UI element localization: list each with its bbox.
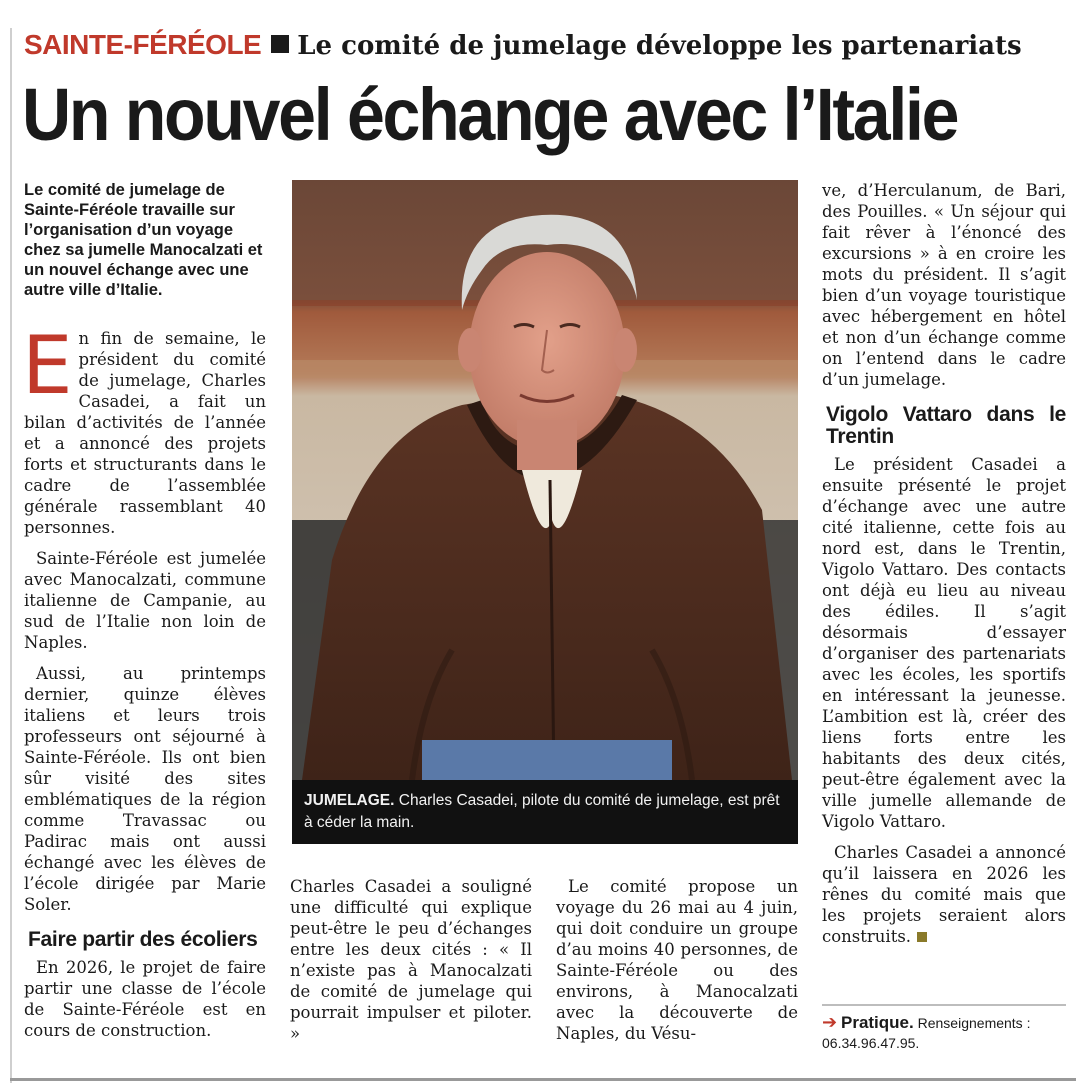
pratique-text: Renseignements : 06.34.96.47.95. [822, 1015, 1031, 1051]
dropcap: E [22, 319, 73, 412]
kicker [24, 28, 1022, 63]
paragraph: En 2026, le projet de faire partir une classe de l’école de Sainte-Féréole est en cours de construction. [24, 958, 266, 1040]
kicker-subtitle: Le comité de jumelage développe les partenariats [297, 31, 1022, 61]
left-column-rule [10, 28, 12, 1083]
paragraph: Le président Casadei a ensuite présenté le projet d’échange avec une autre cité italienne, cette fois au nord est, dans le Trentin, Vigolo Vattaro. Des contacts ont déjà eu lieu au niveau des édiles. Il s’agit désormais d’essayer d’organiser des partenariats avec les écoles, les sportifs en intéressant la jeunesse. L’ambition est là, créer des liens forts entre les habitants des deux cités, peut-être également avec la ville jumelle allemande de Vigolo Vattaro. [822, 455, 1066, 831]
paragraph: Le comité propose un voyage du 26 mai au 4 juin, qui doit conduire un groupe d’au moins 40 personnes, de Sainte-Féréole ou des environs, à Manocalzati avec la découverte de Naples, du Vésu- [556, 877, 798, 1043]
headline: Un nouvel échange avec l’Italie [22, 73, 958, 156]
bottom-rule [10, 1078, 1076, 1081]
caption-label: JUMELAGE. [304, 792, 395, 809]
kicker-location: SAINTE-FÉRÉOLE [24, 29, 262, 60]
photo-caption [292, 780, 798, 844]
caption-text: Charles Casadei, pilote du comité de jumelage, est prêt à céder la main. [304, 792, 780, 831]
pratique-label: Pratique. [840, 1013, 914, 1032]
photo-charles-casadei [292, 180, 798, 780]
arrow-right-icon: ➔ [822, 1012, 838, 1032]
paragraph: En fin de semaine, le président du comité de jumelage, Charles Casadei, a fait un bilan d’activités de l’année et a annoncé des projets forts et structurants dans le cadre de l’assemblée générale rassemblant 40 personnes. [22, 319, 266, 537]
article-column-4 [822, 180, 1066, 957]
chapo: Le comité de jumelage de Sainte-Féréole travaille sur l’organisation d’un voyage chez sa jumelle Manocalzati et un nouvel échange avec une autre ville d’Italie. [24, 181, 263, 299]
portrait-illustration [292, 180, 798, 780]
article-column-1 [22, 319, 266, 1051]
article-column-2 [290, 876, 532, 1054]
kicker-square-icon [271, 35, 289, 53]
paragraph: Charles Casadei a souligné une difficulté qui explique peut-être le peu d’échanges entre les deux cités : « Il n’existe pas à Manocalzati de comité de jumelage qui pourrait impulser et piloter. » [290, 877, 532, 1043]
subhead-vigolo-vattaro: Vigolo Vattaro dans le Trentin [826, 403, 1066, 448]
paragraph: ve, d’Herculanum, de Bari, des Pouilles. « Un séjour qui fait rêver à l’énoncé des excursions » à en croire les mots du président. Il s’agit bien d’un voyage touristique avec hébergement en hôtel et non d’un échange comme on l’entend dans le cadre d’un jumelage. [822, 181, 1066, 389]
pratique-rule [822, 1004, 1066, 1006]
paragraph: Sainte-Féréole est jumelée avec Manocalzati, commune italienne de Campanie, au sud de l’Italie non loin de Naples. [24, 549, 266, 652]
subhead-ecoliers: Faire partir des écoliers [28, 928, 258, 951]
paragraph: Aussi, au printemps dernier, quinze élèves italiens et leurs trois professeurs ont séjourné à Sainte-Féréole. Ils ont bien sûr visité des sites emblématiques de la région comme Travassac ou Padirac mais ont aussi échangé avec les élèves de l’école dirigée par Marie Soler. [24, 664, 266, 914]
pratique-box [822, 1012, 1068, 1053]
end-of-article-mark [917, 932, 927, 942]
paragraph: Charles Casadei a annoncé qu’il laissera en 2026 les rênes du comité mais que les projets seraient alors construits. [822, 843, 1066, 946]
article-column-3 [556, 876, 798, 1054]
